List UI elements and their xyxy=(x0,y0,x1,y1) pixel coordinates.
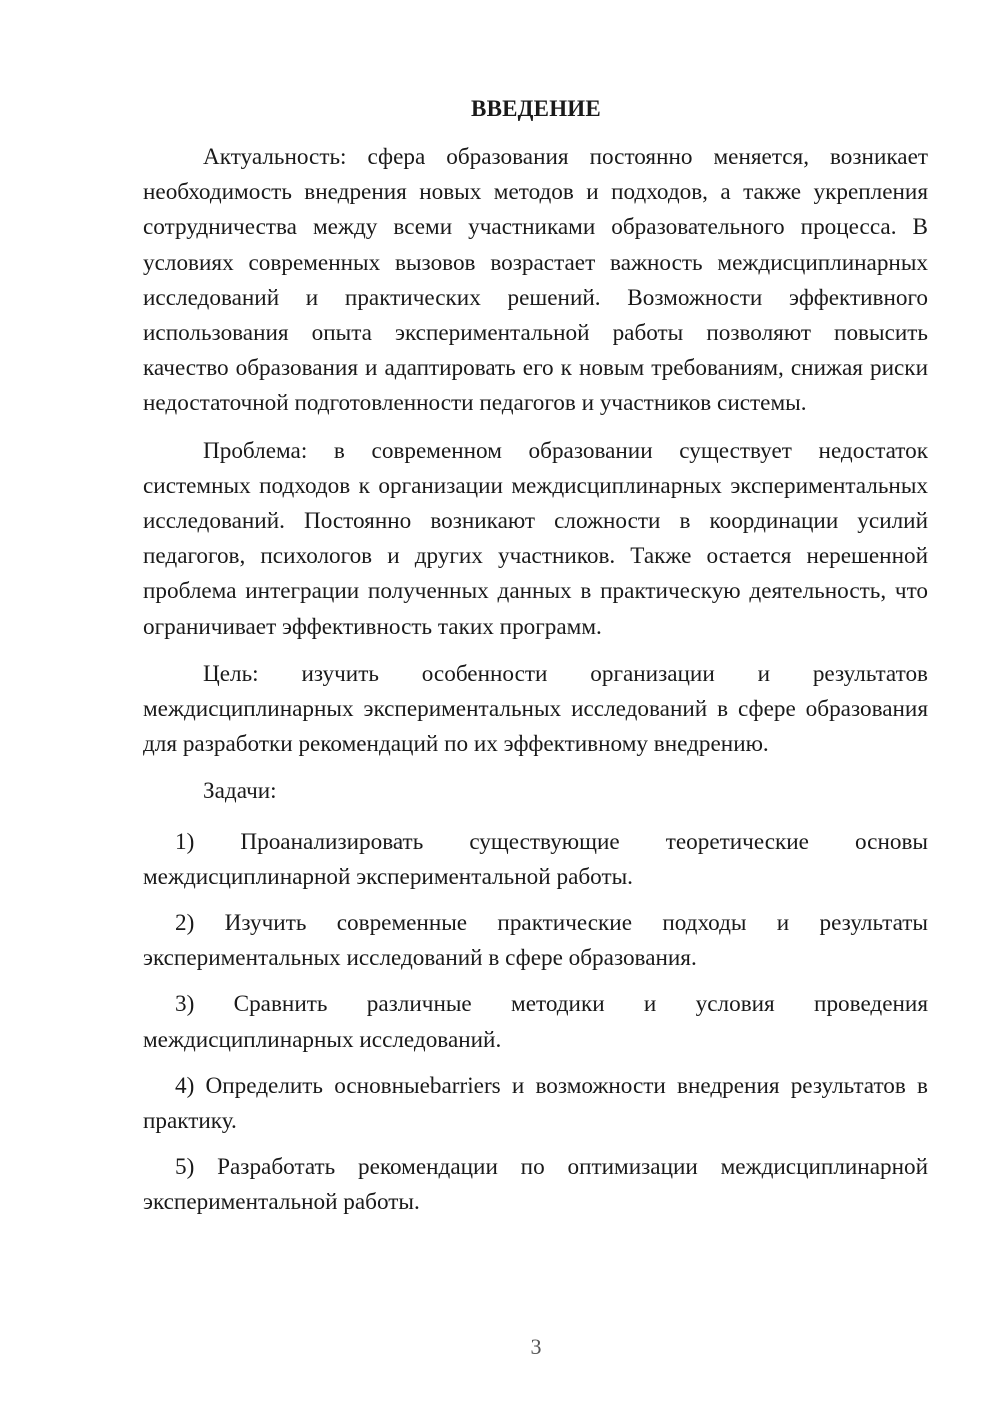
task-item-3: 3) Сравнить различные методики и условия проведения междисциплинарных исследований. xyxy=(143,991,928,1053)
tasks-label: Задачи: xyxy=(203,778,277,805)
goal-paragraph: Цель: изучить особенности организации и результатов междисциплинарных экспериментальных исследований в сфере образования для разработки рекомендаций по их эффективному внедрению. xyxy=(143,660,928,758)
problem-paragraph: Проблема: в современном образовании существует недостаток системных подходов к организации междисциплинарных экспериментальных исследований. Постоянно возникают сложности в координации усилий педагогов, психологов и других участников. Также остается нерешенной проблема интеграции полученных данных в практическую деятельность, что ограничивает эффективность таких программ. xyxy=(143,437,928,640)
document-body xyxy=(143,140,928,1232)
section-heading: ВВЕДЕНИЕ xyxy=(471,96,601,121)
task-item-1: 1) Проанализировать существующие теоретические основы междисциплинарной экспериментальной работы. xyxy=(143,828,928,890)
page-number: 3 xyxy=(530,1334,542,1359)
task-item-4: 4) Определить основныеbarriers и возможности внедрения результатов в практику. xyxy=(143,1072,928,1135)
task-item-5: 5) Разработать рекомендации по оптимизации междисциплинарной экспериментальной работы. xyxy=(143,1154,928,1216)
task-item-2: 2) Изучить современные практические подходы и результаты экспериментальных исследований в сфере образования. xyxy=(143,910,928,972)
relevance-paragraph: Актуальность: сфера образования постоянно меняется, возникает необходимость внедрения новых методов и подходов, а также укрепления сотрудничества между всеми участниками образовательного процесса. В условиях современных вызовов возрастает важность междисциплинарных исследований и практических решений. Возможности эффективного использования опыта экспериментальной работы позволяют повысить качество образования и адаптировать его к новым требованиям, снижая риски недостаточной подготовленности педагогов и участников системы. xyxy=(143,144,928,417)
